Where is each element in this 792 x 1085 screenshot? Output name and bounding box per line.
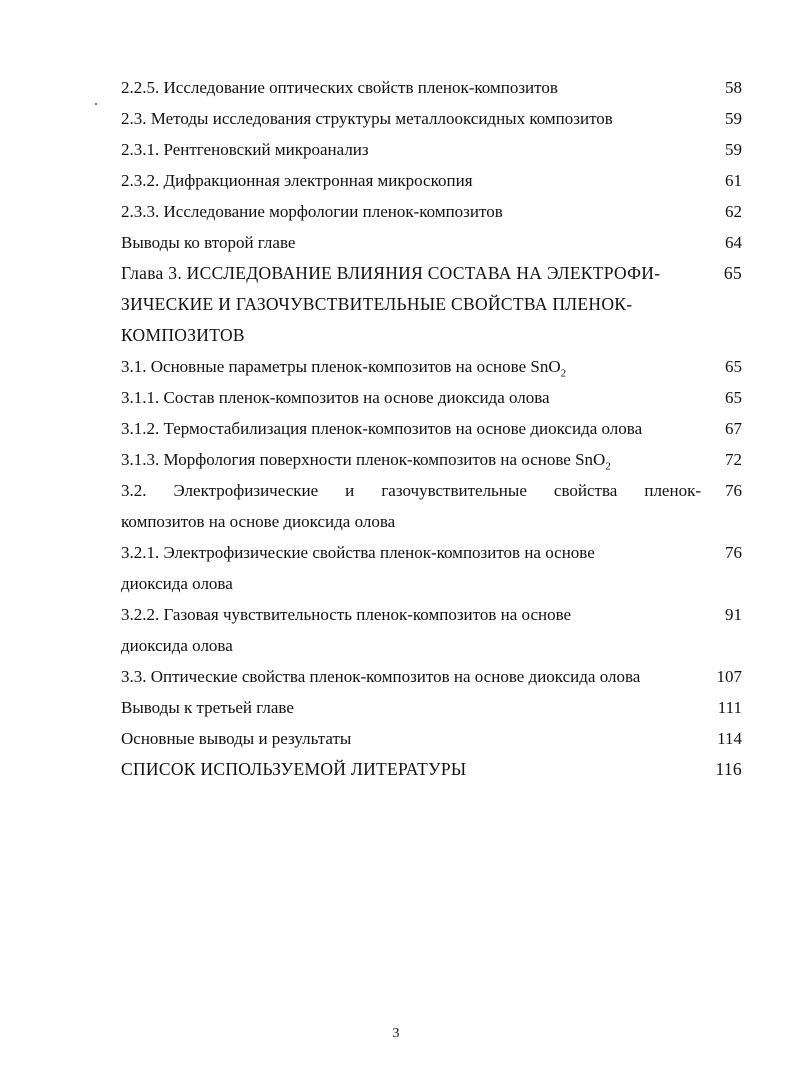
toc-entry-page: 72	[725, 450, 742, 469]
toc-entry-title: 2.3.1. Рентгеновский микроанализ	[121, 140, 369, 159]
toc-entry-chapter-2-conclusions[interactable]	[121, 227, 744, 258]
toc-entry-title: 3.1.2. Термостабилизация пленок-композитов на основе диоксида олова	[121, 419, 643, 438]
toc-entry-3-3[interactable]	[121, 661, 744, 692]
toc-entry-page: 116	[715, 759, 742, 779]
toc-entry-title: СПИСОК ИСПОЛЬЗУЕМОЙ ЛИТЕРАТУРЫ	[121, 759, 467, 779]
toc-entry-title-line: 3.2. Электрофизические и газочувствительные свойства пленок-	[121, 481, 701, 500]
toc-entry-3-1-1[interactable]	[121, 382, 744, 413]
toc-entry-chapter-3[interactable]	[121, 258, 744, 351]
toc-entry-page: 65	[725, 357, 742, 376]
toc-entry-page: 59	[725, 109, 742, 128]
toc-entry-title: Выводы ко второй главе	[121, 233, 296, 252]
page-number: 3	[392, 1026, 400, 1041]
toc-entry-page: 58	[725, 78, 742, 97]
toc-entry-page: 62	[725, 202, 742, 221]
toc-entry-page: 107	[716, 667, 742, 686]
table-of-contents	[121, 72, 744, 785]
toc-entry-title: 2.3. Методы исследования структуры металлооксидных композитов	[121, 109, 613, 128]
toc-entry-title	[121, 444, 701, 475]
toc-entry-page: 114	[717, 729, 742, 748]
toc-entry-title-line: КОМПОЗИТОВ	[121, 325, 245, 345]
toc-entry-3-1-2[interactable]	[121, 413, 744, 444]
toc-entry-title-line: Глава 3. ИССЛЕДОВАНИЕ ВЛИЯНИЯ СОСТАВА НА ЭЛЕКТРОФИ-	[121, 263, 661, 283]
toc-entry-title: 3.3. Оптические свойства пленок-композитов на основе диоксида олова	[121, 667, 641, 686]
toc-entry-3-2-2[interactable]	[121, 599, 744, 661]
toc-entry-title: 2.2.5. Исследование оптических свойств пленок-композитов	[121, 78, 558, 97]
toc-entry-page: 61	[725, 171, 742, 190]
toc-entry-3-2-1[interactable]	[121, 537, 744, 599]
toc-entry-3-1-3[interactable]	[121, 444, 744, 475]
subscript: 2	[605, 460, 611, 473]
toc-entry-2-3-1[interactable]	[121, 134, 744, 165]
toc-entry-3-2[interactable]	[121, 475, 744, 537]
toc-entry-title: Выводы к третьей главе	[121, 698, 294, 717]
toc-entry-title	[121, 537, 701, 599]
toc-entry-title: 3.1.1. Состав пленок-композитов на основе диоксида олова	[121, 388, 550, 407]
toc-entry-chapter-3-conclusions[interactable]	[121, 692, 744, 723]
toc-entry-page: 76	[725, 543, 742, 562]
toc-entry-title	[121, 351, 701, 382]
toc-entry-title: Основные выводы и результаты	[121, 729, 352, 748]
toc-entry-title-line: композитов на основе диоксида олова	[121, 512, 396, 531]
toc-entry-references[interactable]	[121, 754, 744, 785]
toc-entry-2-3[interactable]	[121, 103, 744, 134]
toc-entry-title-text: 3.1. Основные параметры пленок-композитов на основе SnO	[121, 357, 561, 376]
toc-entry-page: 64	[725, 233, 742, 252]
toc-entry-page: 65	[723, 263, 742, 283]
toc-entry-title-line: 3.2.1. Электрофизические свойства пленок-композитов на основе	[121, 543, 595, 562]
toc-entry-title-line: диоксида олова	[121, 574, 233, 593]
toc-entry-page: 111	[717, 698, 742, 717]
toc-entry-main-conclusions[interactable]	[121, 723, 744, 754]
toc-entry-title: 2.3.3. Исследование морфологии пленок-композитов	[121, 202, 503, 221]
toc-entry-title-line: диоксида олова	[121, 636, 233, 655]
toc-entry-title-line: 3.2.2. Газовая чувствительность пленок-композитов на основе	[121, 605, 572, 624]
toc-entry-title	[121, 258, 691, 351]
toc-entry-title-text: 3.1.3. Морфология поверхности пленок-композитов на основе SnO	[121, 450, 606, 469]
toc-entry-page: 67	[725, 419, 742, 438]
toc-entry-page: 91	[725, 605, 742, 624]
scan-speck	[95, 103, 97, 105]
toc-entry-page: 65	[725, 388, 742, 407]
toc-entry-title	[121, 475, 701, 537]
subscript: 2	[560, 367, 567, 380]
toc-entry-2-3-2[interactable]	[121, 165, 744, 196]
toc-entry-title	[121, 599, 701, 661]
toc-entry-page: 59	[725, 140, 742, 159]
toc-entry-3-1[interactable]	[121, 351, 744, 382]
toc-entry-title: 2.3.2. Дифракционная электронная микроскопия	[121, 171, 473, 190]
toc-entry-page: 76	[725, 481, 742, 500]
toc-entry-2-3-3[interactable]	[121, 196, 744, 227]
toc-entry-title-line: ЗИЧЕСКИЕ И ГАЗОЧУВСТВИТЕЛЬНЫЕ СВОЙСТВА ПЛЕНОК-	[121, 294, 633, 314]
toc-entry-2-2-5[interactable]	[121, 72, 744, 103]
